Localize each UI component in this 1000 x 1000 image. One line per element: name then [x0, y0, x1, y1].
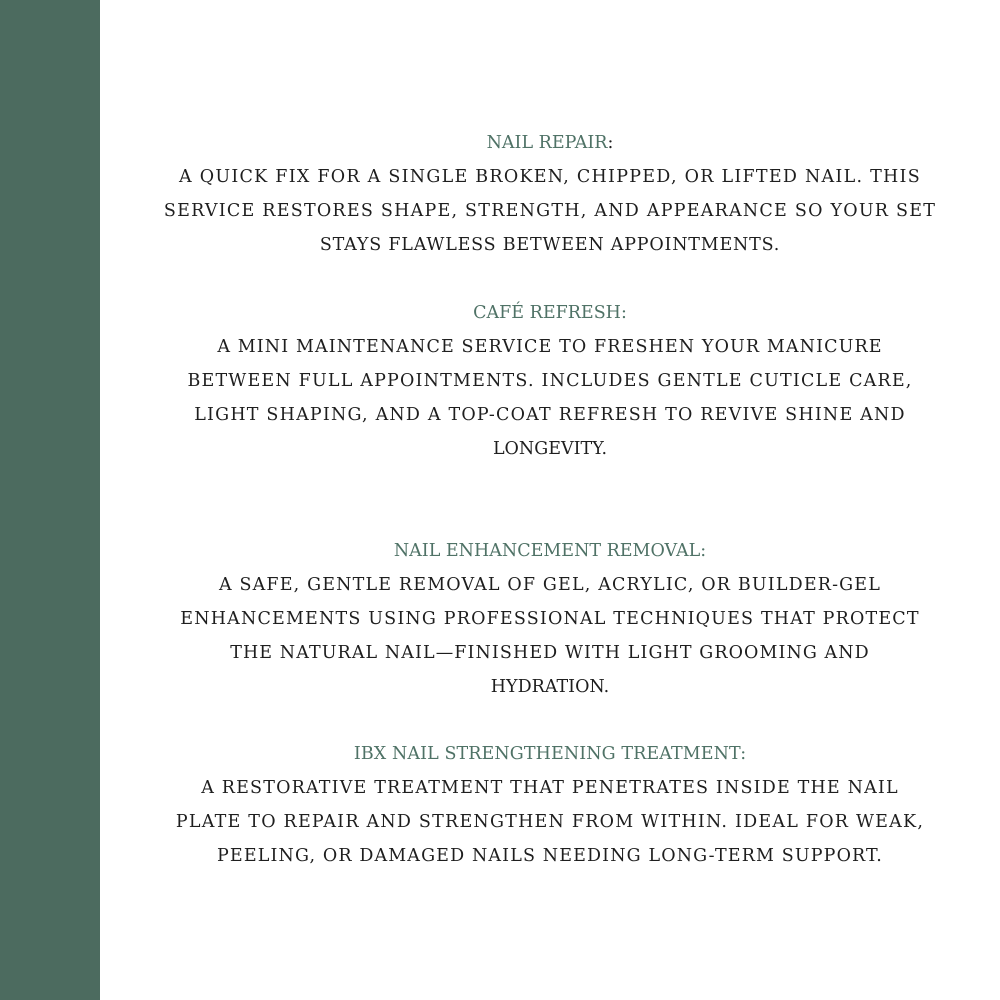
service-description-line: HYDRATION. — [490, 677, 610, 697]
service-description-line: THE NATURAL NAIL—FINISHED WITH LIGHT GROOMING AND — [230, 643, 870, 663]
service-title-text: NAIL REPAIR — [486, 133, 608, 153]
service-description-line: A QUICK FIX FOR A SINGLE BROKEN, CHIPPED, OR LIFTED NAIL. THIS — [179, 167, 921, 187]
service-cafe-refresh — [100, 296, 1000, 466]
service-description-line: PLATE TO REPAIR AND STRENGTHEN FROM WITHIN. IDEAL FOR WEAK, — [175, 812, 925, 832]
service-description-line: ENHANCEMENTS USING PROFESSIONAL TECHNIQUES THAT PROTECT — [180, 609, 920, 629]
service-description-line: LIGHT SHAPING, AND A TOP-COAT REFRESH TO REVIVE SHINE AND — [194, 405, 906, 425]
service-nail-enhancement-removal — [100, 534, 1000, 704]
service-title: CAFÉ REFRESH: — [473, 303, 627, 323]
service-description-line: LONGEVITY. — [492, 439, 608, 459]
service-nail-repair — [100, 126, 1000, 262]
service-description-line: A SAFE, GENTLE REMOVAL OF GEL, ACRYLIC, OR BUILDER-GEL — [218, 575, 882, 595]
service-description-line: BETWEEN FULL APPOINTMENTS. INCLUDES GENTLE CUTICLE CARE, — [187, 371, 913, 391]
sidebar-accent-bar — [0, 0, 100, 1000]
service-title — [100, 126, 1000, 160]
service-title: NAIL ENHANCEMENT REMOVAL: — [393, 541, 707, 561]
service-title: IBX NAIL STRENGTHENING TREATMENT: — [353, 744, 747, 764]
services-content — [100, 0, 1000, 1000]
service-ibx-nail-strengthening — [100, 737, 1000, 873]
service-description-line: PEELING, OR DAMAGED NAILS NEEDING LONG-TERM SUPPORT. — [217, 846, 883, 866]
service-title-colon: : — [607, 133, 614, 153]
service-description-line: A MINI MAINTENANCE SERVICE TO FRESHEN YOUR MANICURE — [217, 337, 883, 357]
service-description-line: STAYS FLAWLESS BETWEEN APPOINTMENTS. — [319, 235, 781, 255]
service-description-line: A RESTORATIVE TREATMENT THAT PENETRATES INSIDE THE NAIL — [201, 778, 899, 798]
service-description-line: SERVICE RESTORES SHAPE, STRENGTH, AND APPEARANCE SO YOUR SET — [163, 201, 937, 221]
